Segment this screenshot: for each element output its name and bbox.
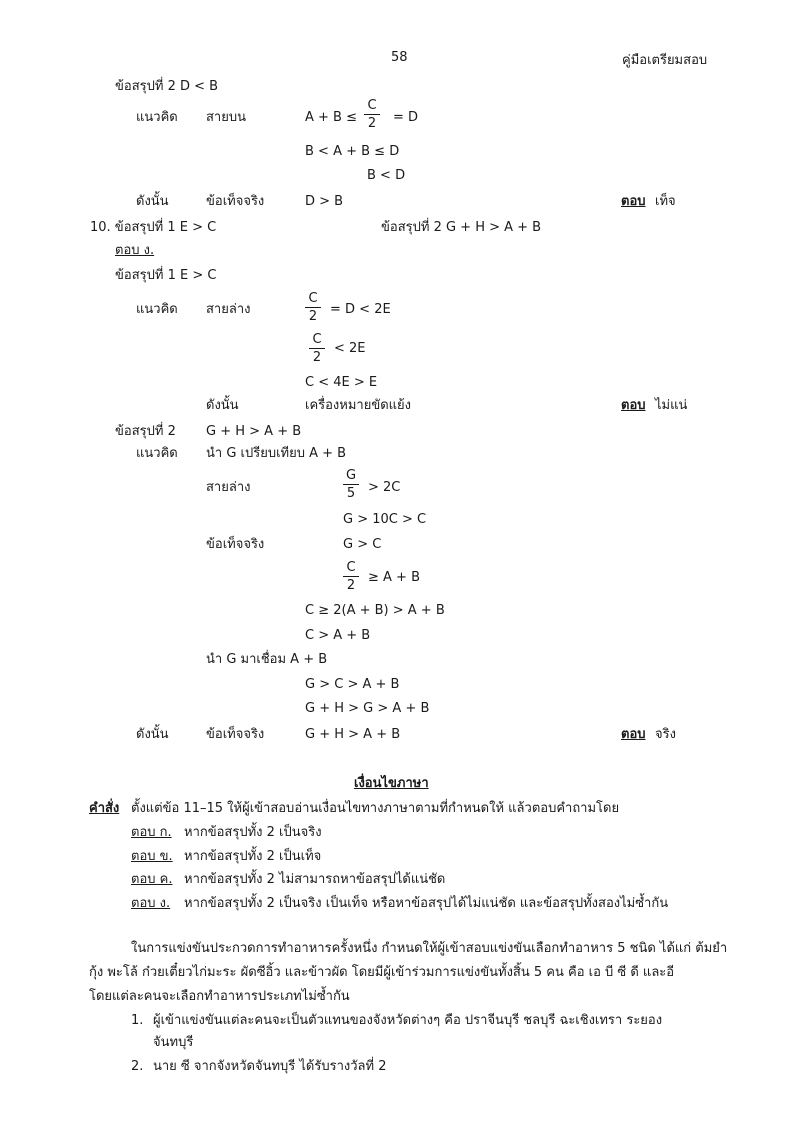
- lower-chain-label: สายล่าง: [206, 302, 251, 317]
- question-10-conclusion-1: 10. ข้อสรุปที่ 1 E > C: [90, 220, 217, 235]
- conclusion-line: ข้อสรุปที่ 2: [115, 424, 176, 439]
- list-item: นาย ซี จากจังหวัดจันทบุรี ได้รับรางวัลที่ 2: [153, 1059, 387, 1074]
- question-10-conclusion-2: ข้อสรุปที่ 2 G + H > A + B: [381, 220, 542, 235]
- math-expr: C ≥ 2(A + B) > A + B: [305, 603, 445, 618]
- instruction-text: ตั้งแต่ข้อ 11–15 ให้ผู้เข้าสอบอ่านเงื่อนไขทางภาษาตามที่กำหนดให้ แล้วตอบคำถามโดย: [131, 801, 620, 816]
- math-expr: C > A + B: [305, 628, 371, 643]
- math-expr: G + H > A + B: [206, 424, 302, 439]
- fraction: $\frac{C}{2}$: [309, 332, 325, 365]
- option-key: ตอบ ข.: [131, 849, 173, 864]
- list-number: 1.: [131, 1013, 144, 1028]
- approach-text: นำ G เปรียบเทียบ A + B: [206, 446, 347, 461]
- instruction-label: คำสั่ง: [89, 801, 120, 816]
- fact-label: ข้อเท็จจริง: [206, 727, 265, 742]
- math-expr: ≥ A + B: [368, 570, 420, 585]
- paragraph-line: โดยแต่ละคนจะเลือกทำอาหารประเภทไม่ซ้ำกัน: [89, 989, 350, 1004]
- option-key: ตอบ ค.: [131, 872, 173, 887]
- paragraph-line: ในการแข่งขันประกวดการทำอาหารครั้งหนึ่ง กำหนดให้ผู้เข้าสอบแข่งขันเลือกทำอาหาร 5 ชนิด ได้แก่ ต้มยำ: [131, 941, 728, 956]
- math-expr: = D: [393, 110, 419, 125]
- fraction: $\frac{C}{2}$: [364, 98, 380, 131]
- approach-text: นำ G มาเชื่อม A + B: [206, 652, 328, 667]
- answer-value: เท็จ: [655, 194, 676, 209]
- math-expr: B < A + B ≤ D: [305, 144, 400, 159]
- therefore-label: ดังนั้น: [136, 194, 169, 209]
- fact-label: ข้อเท็จจริง: [206, 194, 265, 209]
- therefore-label: ดังนั้น: [136, 727, 169, 742]
- answer-value: จริง: [655, 727, 676, 742]
- approach-label: แนวคิด: [136, 446, 178, 461]
- math-expr: = D < 2E: [330, 302, 391, 317]
- option-text: หากข้อสรุปทั้ง 2 ไม่สามารถหาข้อสรุปได้แน่ชัด: [184, 872, 446, 887]
- lower-chain-label: สายล่าง: [206, 480, 251, 495]
- option-text: หากข้อสรุปทั้ง 2 เป็นเท็จ: [184, 849, 322, 864]
- math-expr: A + B ≤: [305, 110, 357, 125]
- list-item-continuation: จันทบุรี: [153, 1035, 194, 1050]
- conclusion-line: ข้อสรุปที่ 1 E > C: [115, 268, 217, 283]
- math-expr: G > 10C > C: [343, 512, 427, 527]
- page-number: 58: [391, 50, 408, 65]
- approach-label: แนวคิด: [136, 110, 178, 125]
- math-expr: B < D: [367, 168, 406, 183]
- answer-label: ตอบ: [621, 727, 646, 742]
- section-title: เงื่อนไขภาษา: [354, 776, 429, 791]
- option-key: ตอบ ง.: [131, 896, 171, 911]
- fraction: $\frac{C}{2}$: [305, 291, 321, 324]
- math-expr: > 2C: [368, 480, 401, 495]
- upper-chain-label: สายบน: [206, 110, 246, 125]
- answer-value: ไม่แน่: [655, 398, 688, 413]
- option-key: ตอบ ก.: [131, 825, 172, 840]
- contradiction-text: เครื่องหมายขัดแย้ง: [305, 398, 412, 413]
- fraction: $\frac{G}{5}$: [343, 468, 359, 501]
- list-number: 2.: [131, 1059, 144, 1074]
- answer-label: ตอบ: [621, 398, 646, 413]
- list-item: ผู้เข้าแข่งขันแต่ละคนจะเป็นตัวแทนของจังหวัดต่างๆ คือ ปราจีนบุรี ชลบุรี ฉะเชิงเทรา ระยอง: [153, 1013, 663, 1028]
- fraction: $\frac{C}{2}$: [343, 560, 359, 593]
- option-text: หากข้อสรุปทั้ง 2 เป็นจริง เป็นเท็จ หรือหาข้อสรุปได้ไม่แน่ชัด และข้อสรุปทั้งสองไม่ซ้ำกัน: [184, 896, 669, 911]
- answer-choice: ตอบ ง.: [115, 243, 155, 258]
- conclusion-line: ข้อสรุปที่ 2 D < B: [115, 79, 219, 94]
- paragraph-line: กุ้ง พะโล้ ก๋วยเตี๋ยวไก่มะระ ผัดซีอิ้ว และข้าวผัด โดยมีผู้เข้าร่วมการแข่งขันทั้งสิ้น 5 คน คือ เอ บี ซี ดี และอี: [89, 965, 675, 980]
- math-expr: G > C > A + B: [305, 677, 400, 692]
- fact-label: ข้อเท็จจริง: [206, 537, 265, 552]
- math-expr: G + H > G > A + B: [305, 701, 430, 716]
- book-title: คู่มือเตรียมสอบ: [622, 53, 708, 68]
- math-expr: < 2E: [334, 341, 366, 356]
- math-expr: C < 4E > E: [305, 375, 378, 390]
- math-expr: G > C: [343, 537, 382, 552]
- answer-label: ตอบ: [621, 194, 646, 209]
- math-expr: D > B: [305, 194, 344, 209]
- math-expr: G + H > A + B: [305, 727, 401, 742]
- option-text: หากข้อสรุปทั้ง 2 เป็นจริง: [184, 825, 322, 840]
- therefore-label: ดังนั้น: [206, 398, 239, 413]
- approach-label: แนวคิด: [136, 302, 178, 317]
